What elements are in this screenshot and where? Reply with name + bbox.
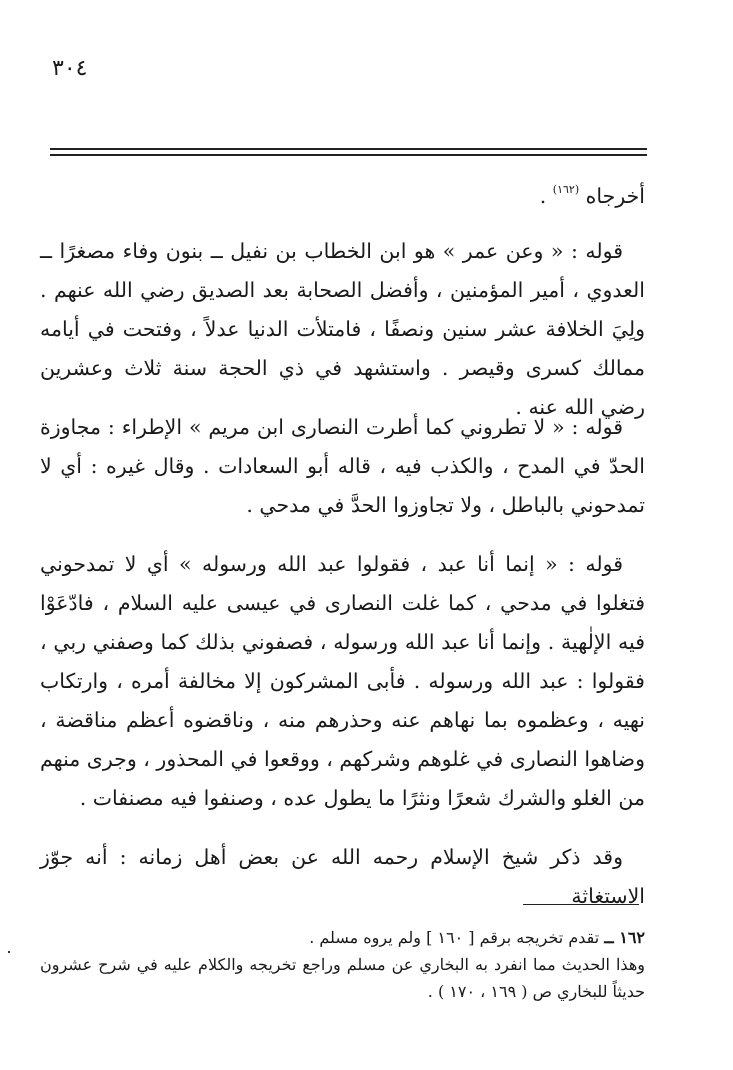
paragraph-2-block [40, 408, 645, 525]
footnote-separator [523, 904, 639, 905]
footnote-line-1 [40, 924, 645, 951]
page-number: ٣٠٤ [52, 56, 88, 81]
intro-paragraph [40, 170, 645, 216]
margin-mark [8, 951, 10, 953]
footnote-number: ١٦٢ ــ [604, 928, 645, 947]
header-double-rule [50, 148, 647, 156]
paragraph-umar: قوله : « وعن عمر » هو ابن الخطاب بن نفيل ــ بنون وفاء مصغرًا ــ العدوي ، أمير المؤمنين ، وأفضل الصحابة بعد الصديق رضي الله عنهم . ولِيَ الخلافة عشر سنين ونصفًا ، فامتلأت الدنيا عدلاً ، وفتحت في أيامه ممالك كسرى وقيصر . واستشهد في ذي الحجة سنة ثلاث وعشرين رضي الله عنه . [40, 239, 645, 419]
paragraph-shaykh: وقد ذكر شيخ الإسلام رحمه الله عن بعض أهل زمانه : أنه جوّز الاستغاثة [40, 845, 645, 908]
footnote-text-1: تقدم تخريجه برقم [ ١٦٠ ] ولم يروه مسلم . [309, 928, 600, 947]
footnote-line-2: وهذا الحديث مما انفرد به البخاري عن مسلم وراجع تخريجه والكلام عليه في شرح عشرون حديثاً للبخاري ص ( ١٦٩ ، ١٧٠ ) . [40, 955, 645, 1001]
paragraph-3-block [40, 545, 645, 818]
paragraph-itra: قوله : « لا تطروني كما أطرت النصارى ابن مريم » الإطراء : مجاوزة الحدّ في المدح ، والكذب فيه ، قاله أبو السعادات . وقال غيره : أي لا تمدحوني بالباطل ، ولا تجاوزوا الحدَّ في مدحي . [40, 415, 645, 517]
paragraph-1-block [40, 232, 645, 427]
paragraph-abd: قوله : « إنما أنا عبد ، فقولوا عبد الله ورسوله » أي لا تمدحوني فتغلوا في مدحي ، كما غلت النصارى في عيسى عليه السلام ، فادّعَوْا فيه الإلٰهية . وإنما أنا عبد الله ورسوله ، فصفوني بذلك كما وصفني ربي ، فقولوا : عبد الله ورسوله . فأبى المشركون إلا مخالفة أمره ، وارتكاب نهيه ، وعظموه بما نهاهم عنه وحذرهم منه ، وناقضوه أعظم مناقضة ، وضاهوا النصارى في غلوهم وشركهم ، ووقعوا في المحذور ، وجرى منهم من الغلو والشرك شعرًا ونثرًا ما يطول عده ، وصنفوا فيه مصنفات . [40, 552, 645, 810]
intro-end: . [539, 184, 547, 208]
footnote-reference[interactable]: (١٦٢) [552, 183, 580, 196]
intro-text: أخرجاه [585, 184, 645, 208]
intro-line [40, 170, 645, 216]
footnote [40, 924, 645, 1005]
